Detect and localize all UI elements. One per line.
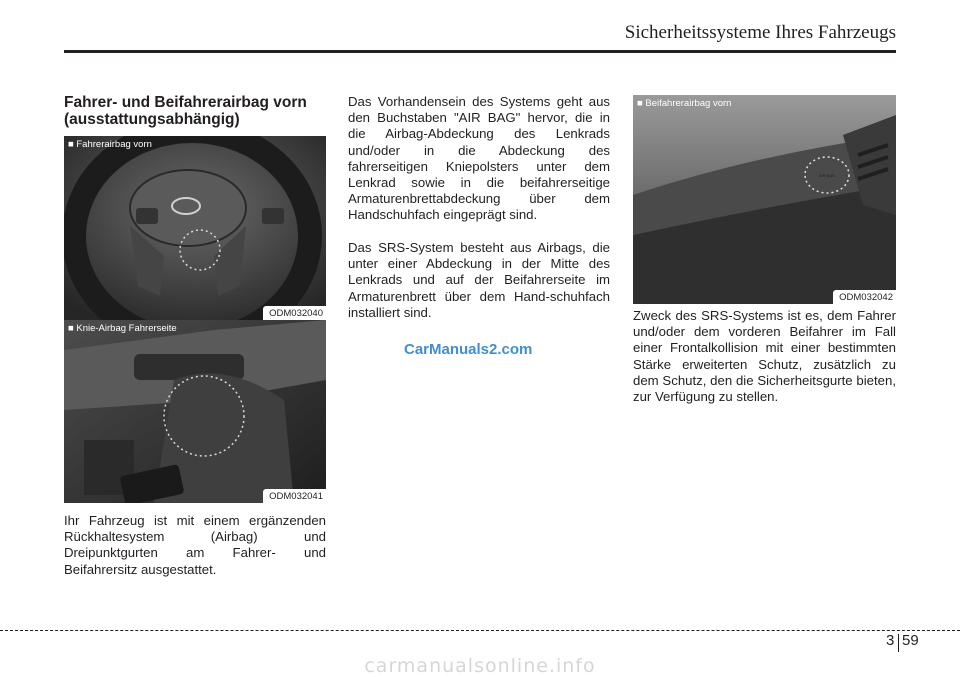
footer-rule xyxy=(0,630,960,631)
header-rule xyxy=(64,50,896,53)
site-watermark: carmanualsonline.info xyxy=(364,655,596,677)
paragraph-col2a: Das Vorhandensein des Systems geht aus den Buchstaben "AIR BAG" hervor, die in die Airbag-Abdeckung des Lenkrads und/oder in die Abdeckung des fahrerseitigen Kniepolsters unter dem Lenkrad sowie in die beifahrerseitige Armaturenbrettabdeckung über dem Handschuhfach eingeprägt sind. xyxy=(348,94,610,223)
page-chapter: 3 xyxy=(886,632,895,649)
carmanuals-watermark: CarManuals2.com xyxy=(404,341,533,358)
figure-driver-airbag xyxy=(64,136,326,320)
paragraph-col3: Zweck des SRS-Systems ist es, dem Fahrer und/oder dem vorderen Beifahrer im Fall einer Frontalkollision mit einer bestimmten Stärke erweiterten Schutz, zusätzlich zu dem Schutz, den die Sicherheitsgurte bieten, zur Verfügung zu stellen. xyxy=(633,308,896,405)
figure-passenger-airbag xyxy=(633,95,896,304)
figure-knee-airbag xyxy=(64,320,326,503)
figure-caption: ■ Fahrerairbag vorn xyxy=(68,139,152,150)
section-heading: Fahrer- und Beifahrerairbag vorn (ausstattungsabhängig) xyxy=(64,94,307,128)
paragraph-col1: Ihr Fahrzeug ist mit einem ergänzenden Rückhaltesystem (Airbag) und Dreipunktgurten am Fahrer- und Beifahrersitz ausgestattet. xyxy=(64,513,326,577)
running-header: Sicherheitssysteme Ihres Fahrzeugs xyxy=(624,22,896,43)
figure-code: ODM032041 xyxy=(263,489,326,503)
figure-caption: ■ Beifahrerairbag vorn xyxy=(637,98,732,109)
figure-code: ODM032042 xyxy=(833,290,896,304)
figure-code: ODM032040 xyxy=(263,306,326,320)
dashboard-illustration xyxy=(633,95,896,304)
air-bag-emblem-text: AIR BAG xyxy=(818,173,836,178)
page-number: 59 xyxy=(902,632,919,649)
figure-caption: ■ Knie-Airbag Fahrerseite xyxy=(68,323,177,334)
steering-wheel-illustration xyxy=(64,136,326,320)
knee-airbag-illustration xyxy=(64,320,326,503)
paragraph-col2b: Das SRS-System besteht aus Airbags, die unter einer Abdeckung in der Mitte des Lenkrads und auf der Beifahrerseite im Armaturenbrett über dem Hand-schuhfach installiert sind. xyxy=(348,240,610,320)
page-number-separator xyxy=(898,634,899,652)
